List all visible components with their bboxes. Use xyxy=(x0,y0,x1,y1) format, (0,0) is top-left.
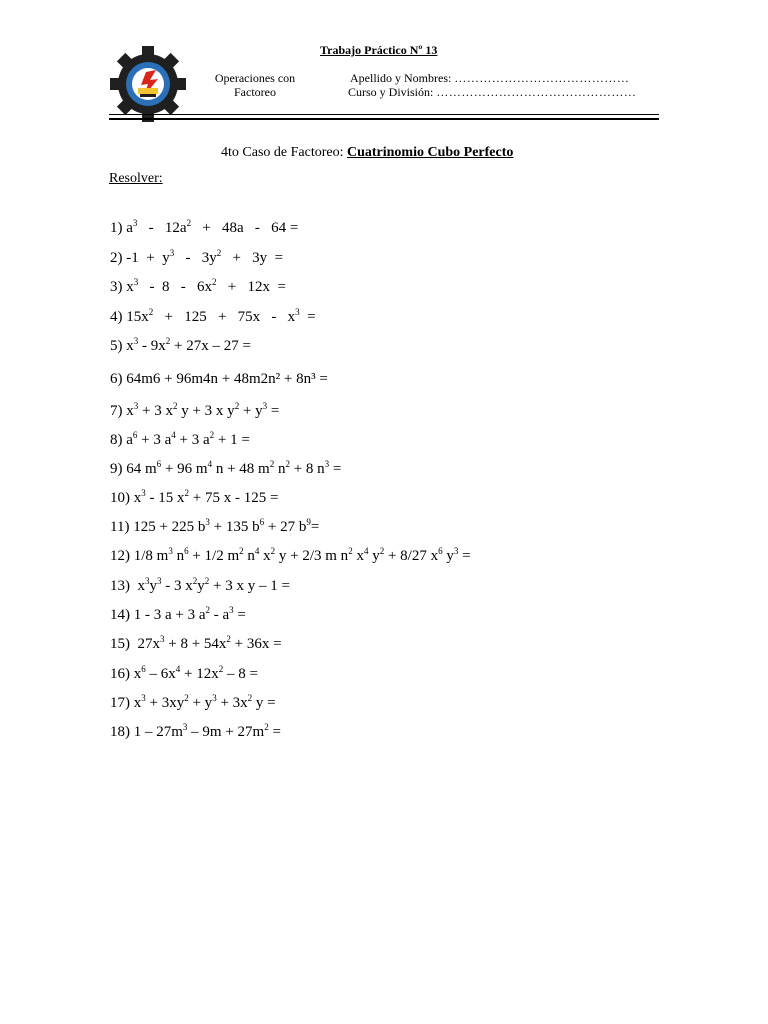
exercise-16: 16) $x^6 - 6x^4 + 12x^2 - 8$ = xyxy=(110,664,258,682)
exercise-4: 4) $15x^2 + 125 + 75x - x^3$ = xyxy=(110,307,316,325)
exercise-5: 5) $x^3 - 9x^2 + 27x - 27$ = xyxy=(110,336,251,354)
exercise-12: 12) 1/8 $m^3$ $n^6 + 1/2$ $m^2$ $n^4$ $x^2$ y + 2/3 m $n^2$ $x^4$ $y^2 + 8/27$ $x^6$ $y^3$ = xyxy=(110,546,471,564)
exercise-1: 1) $a^3 - 12a^2 + 48a - 64$ = xyxy=(110,218,299,236)
exercise-18: 18) $1 - 27m^3 - 9m + 27m^2$ = xyxy=(110,722,281,740)
exercise-2: 2) $-1 + y^3 - 3y^2 + 3y$ = xyxy=(110,248,284,266)
exercise-8: 8) $a^6 + 3$ $a^4 + 3$ $a^2 + 1$ = xyxy=(110,430,250,448)
exercise-15: 15) $27x^3 + 8 + 54x^2 + 36x$ = xyxy=(110,634,282,652)
exercise-6: 6) 64m6 + 96m4n + 48m2n² + 8n³ = xyxy=(110,371,328,387)
name-field xyxy=(350,71,629,86)
page-title: Trabajo Práctico Nº 13 xyxy=(320,43,438,57)
course-label: Curso y División: xyxy=(348,85,434,99)
header-divider-thick xyxy=(109,118,659,120)
exercise-17: 17) $x^3 + 3xy^2 + y^3 + 3x^2$ y = xyxy=(110,693,276,711)
case-title: Cuatrinomio Cubo Perfecto xyxy=(346,145,514,160)
subject-line-1: Operaciones con xyxy=(214,71,296,85)
exercise-11: 11) 125 + 225 $b^3 + 135$ $b^6 + 27$ $b^9=$ xyxy=(110,517,320,535)
exercise-10: 10) $x^3 - 15$ $x^2 + 75$ x - 125 = xyxy=(110,488,279,506)
resolver-label: Resolver: xyxy=(109,171,163,186)
case-heading xyxy=(221,145,513,161)
course-dots: ………………………………………… xyxy=(436,85,637,99)
school-logo xyxy=(108,44,188,124)
exercise-3: 3) $x^3 - 8 - 6x^2 + 12x$ = xyxy=(110,277,286,295)
subject-line-2: Factoreo xyxy=(234,85,276,99)
course-field xyxy=(348,85,636,100)
case-prefix: 4to Caso de Factoreo: xyxy=(221,145,347,160)
exercise-9: 9) 64 $m^6 + 96$ $m^4$ n + 48 $m^2$ $n^2 + 8$ $n^3$ = xyxy=(110,459,342,477)
exercise-13: 13) $x^3y^3 - 3$ $x^2y^2 + 3$ x y – 1 = xyxy=(110,576,290,594)
name-dots: …………………………………… xyxy=(454,71,630,85)
name-label: Apellido y Nombres: xyxy=(350,71,452,85)
header-divider-thin xyxy=(109,114,659,115)
exercise-7: 7) $x^3 + 3$ $x^2$ y + 3 x $y^2 + y^3$ = xyxy=(110,401,280,419)
exercise-14: 14) 1 - 3 a + 3 $a^2 - a^3$ = xyxy=(110,605,246,623)
